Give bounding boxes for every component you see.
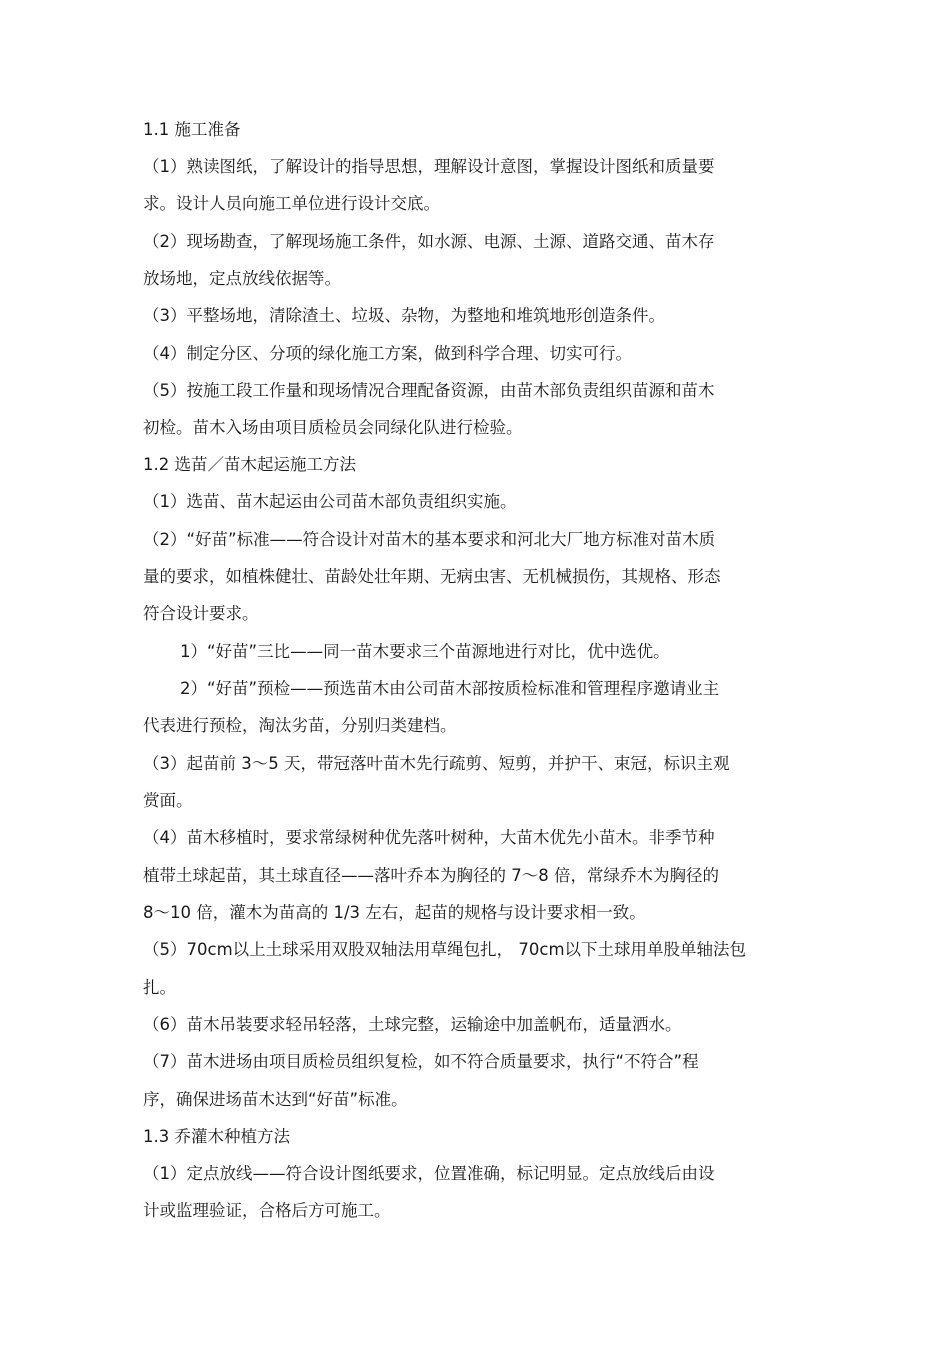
paragraph-line: 计或监理验证，合格后方可施工。 [143,1201,391,1220]
paragraph-line: 序，确保进场苗木达到“好苗”标准。 [143,1090,408,1109]
paragraph-line: 1）“好苗”三比——同一苗木要求三个苗源地进行对比，优中选优。 [180,642,670,661]
heading-1-1: 1.1 施工准备 [143,120,241,139]
paragraph-line: 植带土球起苗，其土球直径——落叶乔本为胸径的 7～8 倍，常绿乔木为胸径的 [143,866,719,885]
paragraph-line: （1）定点放线——符合设计图纸要求，位置准确，标记明显。定点放线后由设 [143,1164,715,1183]
paragraph-line: 代表进行预检，淘汰劣苗，分别归类建档。 [143,716,457,735]
paragraph-line: 赏面。 [143,791,193,810]
paragraph-line: （7）苗木进场由项目质检员组织复检，如不符合质量要求，执行“不符合”程 [143,1052,699,1071]
paragraph-line: （4）制定分区、分项的绿化施工方案，做到科学合理、切实可行。 [143,344,632,363]
paragraph-line: （5）70cm以上土球采用双股双轴法用草绳包扎， 70cm以下土球用单股单轴法包 [143,940,747,959]
paragraph-line: 扎。 [143,978,176,997]
paragraph-line: （3）平整场地，清除渣土、垃圾、杂物，为整地和堆筑地形创造条件。 [143,306,665,325]
paragraph-line: 符合设计要求。 [143,604,259,623]
paragraph-line: 求。设计人员向施工单位进行设计交底。 [143,194,440,213]
paragraph-line: （4）苗木移植时，要求常绿树种优先落叶树种，大苗木优先小苗木。非季节种 [143,828,715,847]
paragraph-line: 8～10 倍，灌木为苗高的 1/3 左右，起苗的规格与设计要求相一致。 [143,903,646,922]
paragraph-line: （5）按施工段工作量和现场情况合理配备资源，由苗木部负责组织苗源和苗木 [143,381,715,400]
heading-1-2: 1.2 选苗／苗木起运施工方法 [143,455,356,474]
paragraph-line: （2）现场勘查，了解现场施工条件，如水源、电源、土源、道路交通、苗木存 [143,232,715,251]
paragraph-line: （3）起苗前 3～5 天，带冠落叶苗木先行疏剪、短剪，并护干、束冠，标识主观 [143,754,730,773]
paragraph-line: 初检。苗木入场由项目质检员会同绿化队进行检验。 [143,418,523,437]
paragraph-line: 量的要求，如植株健壮、苗龄处壮年期、无病虫害、无机械损伤，其规格、形态 [143,567,721,586]
paragraph-line: （1）熟读图纸，了解设计的指导思想，理解设计意图，掌握设计图纸和质量要 [143,157,715,176]
paragraph-line: （2）“好苗”标准——符合设计对苗木的基本要求和河北大厂地方标准对苗木质 [143,530,716,549]
paragraph-line: 放场地，定点放线依据等。 [143,269,341,288]
paragraph-line: （6）苗木吊装要求轻吊轻落，土球完整，运输途中加盖帆布，适量洒水。 [143,1015,682,1034]
heading-1-3: 1.3 乔灌木种植方法 [143,1127,290,1146]
paragraph-line: 2）“好苗”预检——预选苗木由公司苗木部按质检标准和管理程序邀请业主 [180,679,720,698]
paragraph-line: （1）选苗、苗木起运由公司苗木部负责组织实施。 [143,492,517,511]
